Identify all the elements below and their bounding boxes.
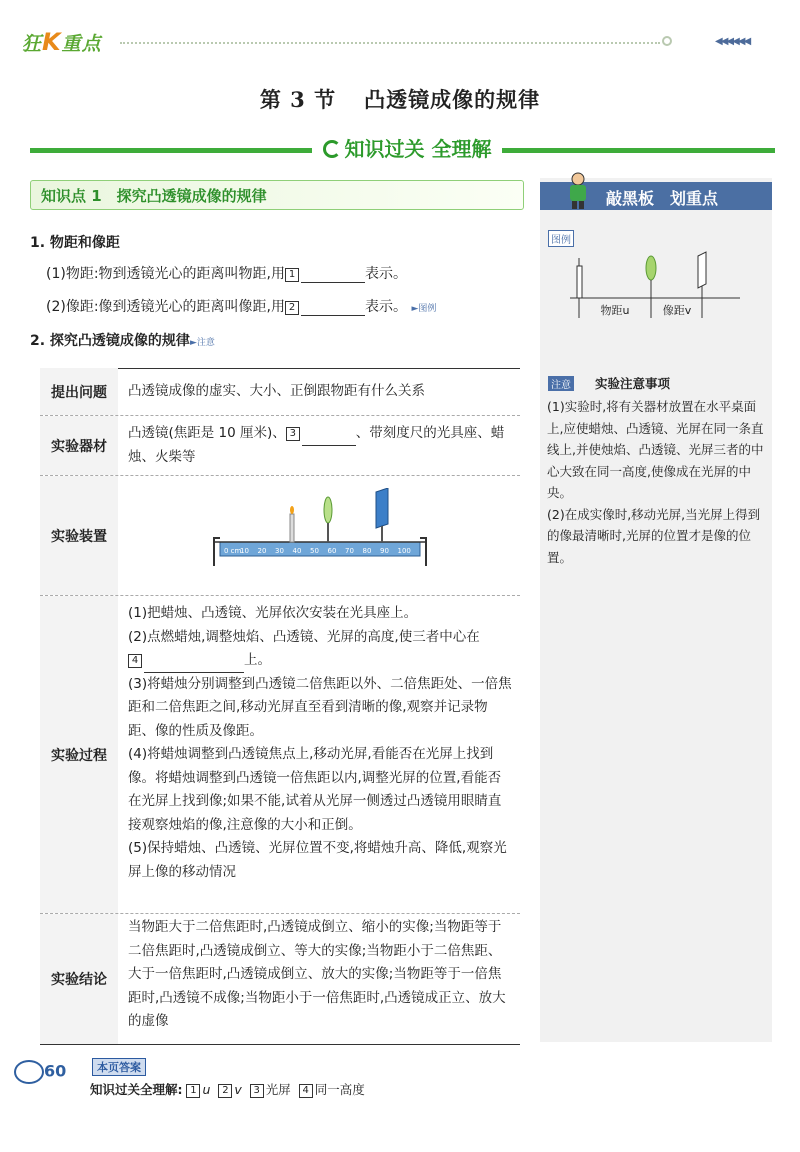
knowledge-point-header: 知识点 1 探究凸透镜成像的规律 — [30, 180, 524, 210]
row-apparatus: 实验装置 0 cm 10 20 30 40 50 60 70 80 90 100 — [40, 476, 520, 596]
banner-title: 知识过关 全理解 — [312, 134, 502, 164]
note-text: (1)实验时,将有关器材放置在水平桌面上,应使蜡烛、凸透镜、光屏在同一条直线上,并使烛焰、凸透镜、光屏三者的中心大致在同一高度,使像成在光屏的中央。 (2)在成实像时,移动光屏,当光屏上得到的像最清晰时,光屏的位置才是像的位置。 — [547, 399, 764, 565]
page-number: 60 — [14, 1060, 66, 1084]
triangle-arrows-icon: ◀◀◀◀◀◀ — [715, 36, 750, 47]
header-dotted-rule — [120, 42, 660, 44]
swirl-icon — [323, 140, 341, 158]
ruler-tick-20: 20 — [257, 547, 267, 555]
object-distance-label: 物距u — [600, 304, 630, 317]
note-tag: 注意 — [548, 376, 574, 391]
ruler-tick-70: 70 — [345, 547, 354, 555]
optical-bench-diagram — [210, 488, 460, 584]
ruler-tick-90: 90 — [380, 547, 389, 555]
figure-tag: 图例 — [548, 230, 574, 247]
ruler-tick-100: 100 — [397, 547, 411, 555]
item-object-distance: (1)物距:物到透镜光心的距离叫物距,用 1 表示。 — [46, 266, 407, 282]
teacher-icon — [558, 170, 598, 210]
row-question: 提出问题 凸透镜成像的虚实、大小、正倒跟物距有什么关系 — [40, 368, 520, 416]
section-2-heading: 2. 探究凸透镜成像的规律►注意 — [30, 333, 215, 349]
note-title: 实验注意事项 — [595, 376, 671, 391]
section-1-heading: 1. 物距和像距 — [30, 235, 120, 251]
row-equipment: 实验器材 凸透镜(焦距是 10 厘米)、 3 、带刻度尺的光具座、蜡烛、火柴等 — [40, 416, 520, 476]
ruler-tick-30: 30 — [275, 547, 284, 555]
ruler-tick-80: 80 — [362, 547, 372, 555]
row-conclusion: 实验结论 当物距大于二倍焦距时,凸透镜成倒立、缩小的实像;当物距等于二倍焦距时,凸透镜成倒立、等大的实像;当物距小于二倍焦距、大于一倍焦距时,凸透镜成倒立、放大的实像;当物距等于一倍焦距时,凸透镜不成像;当物距小于一倍焦距时,凸透镜成正立、放大的虚像 — [40, 914, 520, 1044]
circle-icon — [662, 36, 672, 46]
distance-diagram — [560, 248, 750, 330]
brand-logo: 狂K重点 — [22, 28, 102, 56]
ruler-tick-60: 60 — [327, 547, 337, 555]
ruler-tick-10: 10 — [240, 547, 249, 555]
answers-label: 本页答案 — [92, 1058, 146, 1076]
ruler-tick-40: 40 — [292, 547, 302, 555]
ruler-tick-50: 50 — [310, 547, 319, 555]
page-title: 第 3 节 凸透镜成像的规律 — [259, 87, 541, 112]
image-distance-label: 像距v — [662, 304, 692, 317]
row-procedure: 实验过程 (1)把蜡烛、凸透镜、光屏依次安装在光具座上。 (2)点燃蜡烛,调整烛焰、凸透镜、光屏的高度,使三者中心在 4 上。 (3)将蜡烛分别调整到凸透镜二倍焦距以外、二倍焦距处、一倍焦距和二倍焦距之间,移动光屏直至看到清晰的像,观察并记录物距、像的性质及像距。 (4)将蜡烛调整到凸透镜焦点上,移动光屏,看能否在光屏上找到像。将蜡烛调整到凸透镜一倍焦距以内,调整光屏的位置,看能否在光屏上找到像;如果不能,试着从光屏一侧透过凸透镜用眼睛直接观察烛焰的像,注意像的大小和正倒。 (5)保持蜡烛、凸透镜、光屏位置不变,将蜡烛升高、降低,观察光屏上像的移动情况 — [40, 596, 520, 914]
side-header: 敲黑板 划重点 — [540, 182, 772, 210]
item-image-distance: (2)像距:像到透镜光心的距离叫像距,用 2 表示。 ►图例 — [46, 299, 437, 315]
ruler-unit: 0 cm — [224, 547, 242, 555]
answers-line: 知识过关全理解: 1 u 2 v 3 光屏 4 同一高度 — [90, 1082, 365, 1097]
